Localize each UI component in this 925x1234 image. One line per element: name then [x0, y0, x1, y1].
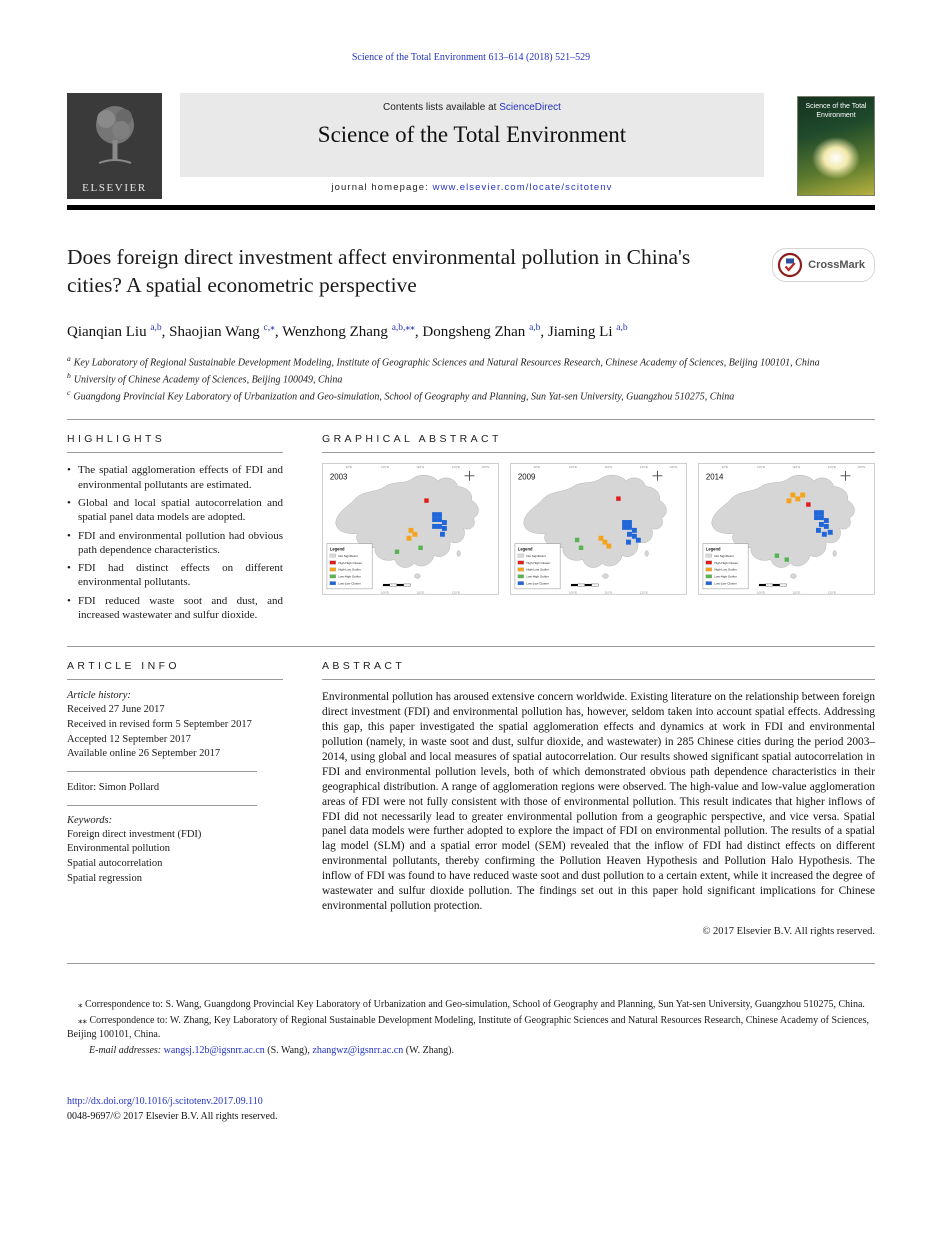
map-year-label: 2003 [329, 473, 348, 483]
article-title: Does foreign direct investment affect environmental pollution in China's cities? A spatial econometric perspective [67, 245, 691, 297]
highlights-heading: HIGHLIGHTS [67, 433, 166, 446]
svg-text:130°E: 130°E [669, 465, 678, 470]
svg-text:100°E: 100°E [381, 465, 390, 470]
author-affiliation-sup[interactable]: a,b [529, 322, 541, 333]
article-info-column [67, 660, 283, 937]
affiliation-b [67, 371, 875, 388]
affiliation-marker: a [67, 353, 71, 363]
crossmark-label: CrossMark [808, 259, 865, 271]
affiliation-text: Guangdong Provincial Key Laboratory of Urbanization and Geo-simulation, School of Geography and Planning, Sun Yat-sen University, Guangzhou 510275, China [73, 390, 735, 402]
journal-header [67, 93, 875, 199]
footnote-marker: ⁎⁎ [78, 1015, 87, 1026]
svg-text:100°E: 100°E [757, 465, 766, 470]
keyword: Environmental pollution [67, 843, 170, 855]
journal-reference-line [67, 52, 875, 63]
correspondence-footnote-2 [67, 1014, 875, 1042]
copyright-line: © 2017 Elsevier B.V. All rights reserved. [702, 925, 875, 937]
affiliations [67, 354, 875, 404]
svg-text:Not Significant: Not Significant [526, 554, 546, 559]
map-legend [515, 544, 560, 589]
affiliation-c [67, 388, 875, 405]
svg-text:Low-High Outlier: Low-High Outlier [338, 574, 361, 579]
article-info-divider [67, 771, 257, 772]
keyword: Spatial autocorrelation [67, 858, 163, 870]
footnote-marker: ⁎ [78, 998, 83, 1009]
contents-lists-text: Contents lists available at [383, 102, 497, 113]
map-year-label: 2014 [705, 473, 724, 483]
svg-text:High-Low Outlier: High-Low Outlier [338, 568, 361, 573]
footnotes [67, 998, 875, 1057]
history-revised: Received in revised form 5 September 2017 [67, 719, 252, 731]
scale-bar [383, 584, 411, 586]
history-received: Received 27 June 2017 [67, 704, 165, 716]
author-affiliation-sup[interactable]: a,b,⁎⁎ [391, 322, 415, 333]
journal-reference-link[interactable]: Science of the Total Environment 613–614 (2018) 521–529 [351, 52, 591, 63]
high-high-cluster-cells [806, 503, 810, 507]
article-history-label: Article history: [67, 690, 131, 702]
author-name: Qianqian Liu [67, 323, 147, 340]
svg-text:100°E: 100°E [757, 590, 766, 595]
section-divider [67, 963, 875, 964]
abstract-heading-rule [322, 679, 875, 680]
doi-line [67, 1096, 875, 1107]
svg-text:High-Low Outlier: High-Low Outlier [714, 568, 737, 573]
email-label: E-mail addresses: [89, 1045, 162, 1057]
section-divider [67, 646, 875, 647]
email-link-zhang[interactable]: zhangwz@igsnrr.ac.cn [312, 1045, 404, 1057]
author-affiliation-sup[interactable]: c,⁎ [263, 322, 275, 333]
header-divider-bar [67, 205, 875, 210]
info-abstract-section [67, 660, 875, 937]
author-separator: , [414, 323, 423, 340]
svg-text:120°E: 120°E [451, 465, 460, 470]
map-year-label: 2009 [517, 473, 536, 483]
crossmark-badge[interactable] [772, 248, 875, 282]
graphical-abstract-heading: GRAPHICAL ABSTRACT [322, 433, 502, 446]
homepage-label: journal homepage: [331, 182, 429, 193]
high-high-cluster-cells [616, 497, 620, 501]
journal-cover-artwork [812, 137, 860, 179]
journal-title: Science of the Total Environment [317, 122, 627, 147]
svg-text:Low-Low Cluster: Low-Low Cluster [338, 581, 361, 586]
svg-text:120°E: 120°E [827, 590, 836, 595]
issn-copyright-line: 0048-9697/© 2017 Elsevier B.V. All rights reserved. [67, 1111, 278, 1123]
author [275, 324, 415, 340]
svg-text:Not Significant: Not Significant [338, 554, 358, 559]
journal-cover-thumbnail[interactable] [797, 96, 875, 196]
svg-text:Legend: Legend [517, 546, 533, 552]
highlights-ga-section [67, 433, 875, 626]
china-map-panel-2003 [322, 463, 499, 595]
svg-text:130°E: 130°E [857, 465, 866, 470]
abstract-text: Environmental pollution has aroused extensive concern worldwide. Existing literature on the relationship between foreign direct investment (FDI) and environmental pollution has, however, seldom taken into account spatial effects. Addressing this gap, this paper investigated the spatial agglomeration effects and dynamics at work in FDI and environmental pollution (namely, in waste soot and dust, sulfur dioxide, and wastewater) in 285 Chinese cities during the period 2003–2014, using global and local measures of spatial autocorrelation. Our results showed significant spatial autocorrelation in FDI and environmental pollution levels, both of which demonstrated obvious path dependence characteristics in their geographical distribution. A range of agglomeration regions were observed. The high-value and low-value agglomeration areas of FDI were not fully consistent with those of environmental pollution. This result indicates that higher inflows of FDI did not necessarily lead to greater environmental pollution from a geographic perspective, and vice versa. Spatial panel data models were further adopted to explore the impact of FDI on environmental pollution. The results of a spatial lag model (SLM) and a spatial error model (SEM) revealed that the inflow of FDI had distinct effects on different environmental pollutants, thereby confirming the Pollution Heaven Hypothesis and Pollution Halo Hypothesis. The inflow of FDI was found to have reduced waste soot and dust pollution to a certain extent, while it increased the degree of wastewater and sulfur dioxide pollution. The findings set out in this paper hold significant implications for Chinese environmental pollution protection. [322, 691, 875, 913]
highlight-item: • FDI reduced waste soot and dust, and increased wastewater and sulfur dioxide. [67, 594, 283, 623]
article-info-heading-rule [67, 679, 283, 680]
author-name: Dongsheng Zhan [422, 323, 526, 340]
svg-text:High-High Cluster: High-High Cluster [338, 561, 363, 566]
svg-text:90°E: 90°E [345, 465, 353, 470]
journal-homepage-line [180, 177, 764, 199]
svg-text:Low-Low Cluster: Low-Low Cluster [714, 581, 737, 586]
svg-text:110°E: 110°E [416, 590, 425, 595]
elsevier-logo[interactable] [67, 93, 162, 199]
author-separator: , [161, 323, 170, 340]
highlights-column [67, 433, 283, 626]
svg-text:120°E: 120°E [827, 465, 836, 470]
highlight-item: • FDI had distinct effects on different environmental pollutants. [67, 561, 283, 590]
svg-text:High-High Cluster: High-High Cluster [714, 561, 739, 566]
svg-text:120°E: 120°E [639, 590, 648, 595]
section-divider [67, 419, 875, 420]
keyword: Foreign direct investment (FDI) [67, 828, 202, 840]
svg-text:High-Low Outlier: High-Low Outlier [526, 568, 549, 573]
affiliation-text: Key Laboratory of Regional Sustainable Development Modeling, Institute of Geographic Sciences and Natural Resources Research, Chinese Academy of Sciences, Beijing 100101, China [73, 357, 820, 369]
history-accepted: Accepted 12 September 2017 [67, 733, 191, 745]
svg-text:Low-Low Cluster: Low-Low Cluster [526, 581, 549, 586]
elsevier-wordmark: ELSEVIER [82, 182, 147, 194]
graphical-abstract-maps [322, 463, 875, 595]
editor-line: Editor: Simon Pollard [67, 782, 160, 794]
svg-text:90°E: 90°E [533, 465, 541, 470]
svg-text:100°E: 100°E [569, 590, 578, 595]
author-separator: , [540, 323, 548, 340]
map-legend [703, 544, 748, 589]
affiliation-marker: b [67, 370, 71, 380]
author [67, 324, 162, 340]
svg-text:Low-High Outlier: Low-High Outlier [714, 574, 737, 579]
email-suffix: (W. Zhang). [403, 1045, 454, 1057]
china-map-panel-2009 [510, 463, 687, 595]
journal-homepage-link[interactable]: www.elsevier.com/locate/scitotenv [432, 182, 613, 193]
doi-link[interactable]: http://dx.doi.org/10.1016/j.scitotenv.2017.09.110 [67, 1096, 263, 1108]
email-addresses-line [67, 1045, 875, 1056]
email-suffix: (S. Wang), [264, 1045, 313, 1057]
journal-banner [180, 93, 764, 199]
svg-text:100°E: 100°E [381, 590, 390, 595]
svg-text:110°E: 110°E [792, 590, 801, 595]
svg-text:Low-High Outlier: Low-High Outlier [526, 574, 549, 579]
svg-text:130°E: 130°E [481, 465, 490, 470]
author [540, 324, 627, 340]
author-name: Shaojian Wang [169, 323, 260, 340]
sciencedirect-link[interactable]: ScienceDirect [499, 102, 561, 113]
history-available-online: Available online 26 September 2017 [67, 748, 221, 760]
scale-bar [571, 584, 599, 586]
scale-bar [759, 584, 787, 586]
svg-text:110°E: 110°E [792, 465, 801, 470]
svg-text:120°E: 120°E [451, 590, 460, 595]
svg-text:110°E: 110°E [604, 465, 613, 470]
svg-text:High-High Cluster: High-High Cluster [526, 561, 551, 566]
author-affiliation-sup[interactable]: a,b [150, 322, 162, 333]
affiliation-a [67, 354, 875, 371]
highlights-heading-rule [67, 452, 283, 453]
footnote-text: Correspondence to: S. Wang, Guangdong Provincial Key Laboratory of Urbanization and Geo-simulation, School of Geography and Planning, Sun Yat-sen University, Guangzhou 510275, China. [85, 998, 865, 1010]
affiliation-text: University of Chinese Academy of Sciences, Beijing 100049, China [73, 374, 343, 386]
svg-text:110°E: 110°E [604, 590, 613, 595]
title-row [67, 244, 875, 300]
contents-lists-line [383, 102, 561, 113]
abstract-column [322, 660, 875, 937]
svg-text:120°E: 120°E [639, 465, 648, 470]
svg-text:Legend: Legend [329, 546, 345, 552]
keywords-label: Keywords: [67, 814, 113, 826]
author [162, 324, 275, 340]
graphical-abstract-heading-rule [322, 452, 875, 453]
map-legend [327, 544, 372, 589]
highlight-item: • Global and local spatial autocorrelation and spatial panel data models are adopted. [67, 496, 283, 525]
svg-text:90°E: 90°E [721, 465, 729, 470]
article-info-divider [67, 805, 257, 806]
china-map-panel-2014 [698, 463, 875, 595]
crossmark-icon [777, 252, 803, 278]
svg-text:110°E: 110°E [416, 465, 425, 470]
highlight-item: • The spatial agglomeration effects of FDI and environmental pollutants are estimated. [67, 463, 283, 492]
author-name: Jiaming Li [547, 323, 613, 340]
journal-cover-caption: Science of the Total Environment [805, 103, 867, 119]
high-high-cluster-cells [424, 499, 428, 503]
footnote-text: Correspondence to: W. Zhang, Key Laboratory of Regional Sustainable Development Modeling, Institute of Geographic Sciences and Natural Resources Research, Chinese Academy of Sciences, Beijing 100101, China. [67, 1015, 869, 1041]
author [415, 324, 541, 340]
highlights-list [67, 463, 283, 622]
email-link-wang[interactable]: wangsj.12b@igsnrr.ac.cn [163, 1045, 265, 1057]
highlight-item: • FDI and environmental pollution had obvious path dependence characteristics. [67, 529, 283, 558]
author-line [67, 322, 875, 341]
abstract-heading: ABSTRACT [322, 660, 406, 673]
correspondence-footnote-1 [67, 998, 875, 1012]
author-name: Wenzhong Zhang [282, 323, 388, 340]
svg-text:100°E: 100°E [569, 465, 578, 470]
affiliation-marker: c [67, 387, 71, 397]
elsevier-tree-icon [79, 97, 151, 175]
article-info-heading: ARTICLE INFO [67, 660, 180, 673]
keyword: Spatial regression [67, 872, 142, 884]
svg-text:Not Significant: Not Significant [714, 554, 734, 559]
graphical-abstract-column [322, 433, 875, 626]
author-separator: , [274, 323, 283, 340]
author-affiliation-sup[interactable]: a,b [616, 322, 628, 333]
svg-text:Legend: Legend [705, 546, 721, 552]
